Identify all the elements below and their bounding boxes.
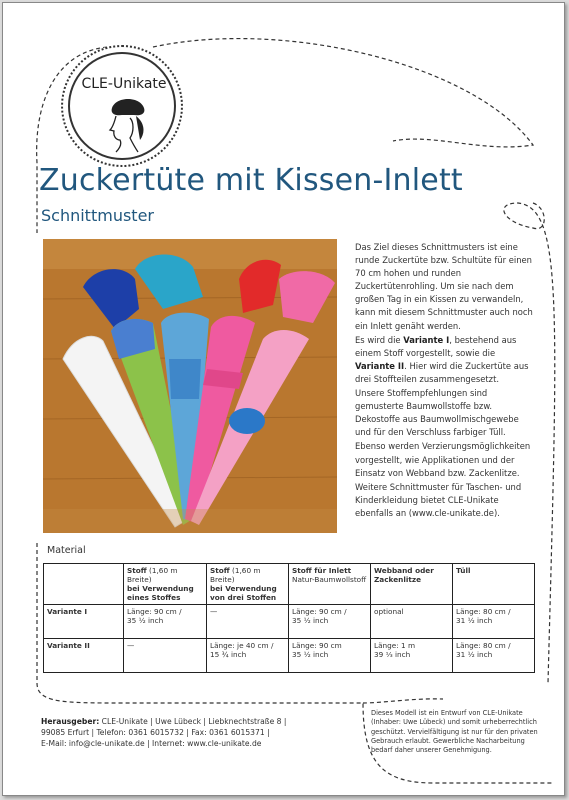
cell-line: Länge: 80 cm / xyxy=(456,607,511,616)
publisher-label: Herausgeber: xyxy=(41,717,100,726)
variant-ii-label: Variante II xyxy=(355,360,405,371)
variant-i-label: Variante I xyxy=(403,334,450,345)
header-bold: Tüll xyxy=(456,566,471,575)
header-bold: Stoff xyxy=(127,566,147,575)
intro-paragraph: Unsere Stoffempfehlungen sind gemusterte Baumwollstoffe bzw. Dekostoffe aus Baumwollmischgewebe und für den Verschluss farbiger Tüll. xyxy=(355,388,519,438)
logo-text: CLE-Unikate xyxy=(81,76,167,92)
cell-line: — xyxy=(210,607,218,616)
row-label: Variante I xyxy=(44,605,124,639)
table-cell xyxy=(124,639,207,673)
logo xyxy=(61,45,183,167)
table-header-cell xyxy=(124,564,207,605)
header-normal: Natur-Baumwollstoff xyxy=(292,575,367,584)
intro-paragraph: Weitere Schnittmuster für Taschen- und Kinderkleidung bietet CLE-Unikate ebenfalls an (www.cle-unikate.de). xyxy=(355,481,522,518)
intro-paragraph-variants xyxy=(355,334,537,386)
header-bold: Stoff für Inlett xyxy=(292,566,352,575)
material-heading: Material xyxy=(47,545,86,556)
table-cell xyxy=(453,605,535,639)
table-header-cell xyxy=(207,564,289,605)
header-normal: (1,60 m Breite) xyxy=(127,566,178,584)
cell-line: optional xyxy=(374,607,404,616)
cell-line: 35 ½ inch xyxy=(292,650,329,659)
cell-line: Länge: je 40 cm / xyxy=(210,641,274,650)
cell-line: 35 ½ inch xyxy=(292,616,329,625)
publisher-line: CLE-Unikate | Uwe Lübeck | Liebknechtstraße 8 | xyxy=(99,717,287,726)
intro-text-fragment: , bestehend aus einem Stoff vorgestellt, sowie die xyxy=(355,334,517,358)
publisher-line: 99085 Erfurt | Telefon: 0361 6015732 | Fax: 0361 6015371 | xyxy=(41,728,270,737)
table-header-row xyxy=(44,564,535,605)
header-bold: Stoff xyxy=(210,566,230,575)
table-cell xyxy=(289,639,371,673)
table-cell xyxy=(453,639,535,673)
table-header-cell xyxy=(453,564,535,605)
intro-text-fragment: Es wird die xyxy=(355,334,404,345)
cell-line: Länge: 90 cm / xyxy=(292,607,347,616)
intro-paragraph: Das Ziel dieses Schnittmusters ist eine runde Zuckertüte bzw. Schultüte für einen 70 cm hohen und runden Zuckertütenrohling. Um sie nach dem großen Tag in ein Kissen zu verwandeln, kann mit diesem Schnittmuster auch noch ein Inlett genäht werden. xyxy=(355,242,533,331)
cell-line: 39 ⅓ inch xyxy=(374,650,411,659)
table-row xyxy=(44,639,535,673)
cell-line: 35 ½ inch xyxy=(127,616,164,625)
header-bold: bei Verwendung von drei Stoffen xyxy=(210,584,277,602)
header-bold: bei Verwendung eines Stoffes xyxy=(127,584,194,602)
publisher-info xyxy=(41,716,351,749)
table-header-cell xyxy=(371,564,453,605)
intro-text-fragment: . Hier wird die Zuckertüte aus drei Stoffteilen zusammengesetzt. xyxy=(355,360,529,384)
table-row xyxy=(44,605,535,639)
header-bold: Webband oder Zackenlitze xyxy=(374,566,434,584)
cell-line: Länge: 90 cm xyxy=(292,641,342,650)
table-cell xyxy=(207,639,289,673)
intro-text xyxy=(355,241,537,521)
page-subtitle: Schnittmuster xyxy=(41,206,154,225)
copyright-note: Dieses Modell ist ein Entwurf von CLE-Unikate (Inhaber: Uwe Lübeck) und somit urheberrechtlich geschützt. Vervielfältigung ist nur für den privaten Gebrauch erlaubt. Gewerbliche Nacharbeitung bedarf daher unserer Genehmigung. xyxy=(371,709,538,755)
table-header-cell xyxy=(289,564,371,605)
document-page xyxy=(2,2,565,796)
cell-line: 31 ½ inch xyxy=(456,650,493,659)
cell-line: Länge: 1 m xyxy=(374,641,416,650)
table-cell xyxy=(124,605,207,639)
product-photo xyxy=(43,239,337,533)
logo-ring xyxy=(68,52,176,160)
page-title: Zuckertüte mit Kissen-Inlett xyxy=(39,163,463,198)
row-label: Variante II xyxy=(44,639,124,673)
material-table xyxy=(43,563,535,673)
cell-line: — xyxy=(127,641,135,650)
table-cell xyxy=(371,639,453,673)
cell-line: 31 ½ inch xyxy=(456,616,493,625)
cell-line: 15 ¾ inch xyxy=(210,650,247,659)
table-cell xyxy=(289,605,371,639)
face-silhouette-icon xyxy=(100,98,148,154)
intro-paragraph: Ebenso werden Verzierungsmöglichkeiten vorgestellt, wie Applikationen und der Einsatz von Webband bzw. Zackenlitze. xyxy=(355,441,531,478)
table-cell xyxy=(207,605,289,639)
header-normal: (1,60 m Breite) xyxy=(210,566,261,584)
cell-line: Länge: 80 cm / xyxy=(456,641,511,650)
table-header-empty xyxy=(44,564,124,605)
table-cell xyxy=(371,605,453,639)
cell-line: Länge: 90 cm / xyxy=(127,607,182,616)
publisher-line: E-Mail: info@cle-unikate.de | Internet: www.cle-unikate.de xyxy=(41,739,262,748)
